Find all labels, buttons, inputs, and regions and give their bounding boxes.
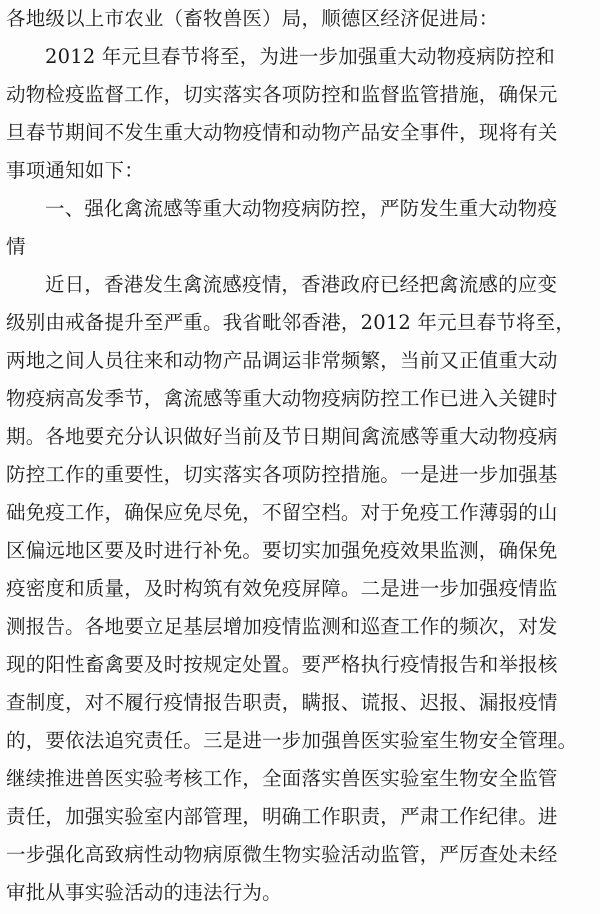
body-line: 近日，香港发生禽流感疫情，香港政府已经把禽流感的应变 [45, 273, 558, 296]
section-heading-line: 情 [6, 235, 26, 258]
body-line: 区偏远地区要及时进行补免。要切实加强免疫效果监测，确保免 [6, 539, 558, 562]
body-line: 继续推进兽医实验考核工作，全面落实兽医实验室生物安全监管 [6, 767, 558, 790]
body-line: 级别由戒备提升至严重。我省毗邻香港，2012 年元旦春节将至， [6, 311, 576, 334]
body-line: 础免疫工作，确保应免尽免，不留空档。对于免疫工作薄弱的山 [6, 501, 558, 524]
body-line: 物疫病高发季节，禽流感等重大动物疫病防控工作已进入关键时 [6, 387, 558, 410]
intro-line: 旦春节期间不发生重大动物疫情和动物产品安全事件，现将有关 [6, 121, 558, 144]
body-line: 疫密度和质量，及时构筑有效免疫屏障。二是进一步加强疫情监 [6, 577, 558, 600]
body-line: 两地之间人员往来和动物产品调运非常频繁，当前又正值重大动 [6, 349, 558, 372]
body-line: 期。各地要充分认识做好当前及节日期间禽流感等重大动物疫病 [6, 425, 558, 448]
body-line: 责任，加强实验室内部管理，明确工作职责，严肃工作纪律。进 [6, 805, 558, 828]
intro-line: 事项通知如下： [6, 159, 144, 182]
body-line: 一步强化高致病性动物病原微生物实验活动监管，严厉查处未经 [6, 843, 558, 866]
body-line: 现的阳性畜禽要及时按规定处置。要严格执行疫情报告和举报核 [6, 653, 558, 676]
body-line: 查制度，对不履行疫情报告职责，瞒报、谎报、迟报、漏报疫情 [6, 691, 558, 714]
intro-line: 2012 年元旦春节将至，为进一步加强重大动物疫病防控和 [45, 45, 555, 68]
body-line: 防控工作的重要性，切实落实各项防控措施。一是进一步加强基 [6, 463, 558, 486]
salutation-line: 各地级以上市农业（畜牧兽医）局，顺德区经济促进局： [6, 7, 499, 30]
section-heading-line: 一、强化禽流感等重大动物疫病防控，严防发生重大动物疫 [45, 197, 558, 220]
intro-line: 动物检疫监督工作，切实落实各项防控和监督监管措施，确保元 [6, 83, 558, 106]
body-line: 的，要依法追究责任。三是进一步加强兽医实验室生物安全管理。 [6, 729, 578, 752]
body-line: 测报告。各地要立足基层增加疫情监测和巡查工作的频次，对发 [6, 615, 558, 638]
body-line: 审批从事实验活动的违法行为。 [6, 881, 282, 904]
